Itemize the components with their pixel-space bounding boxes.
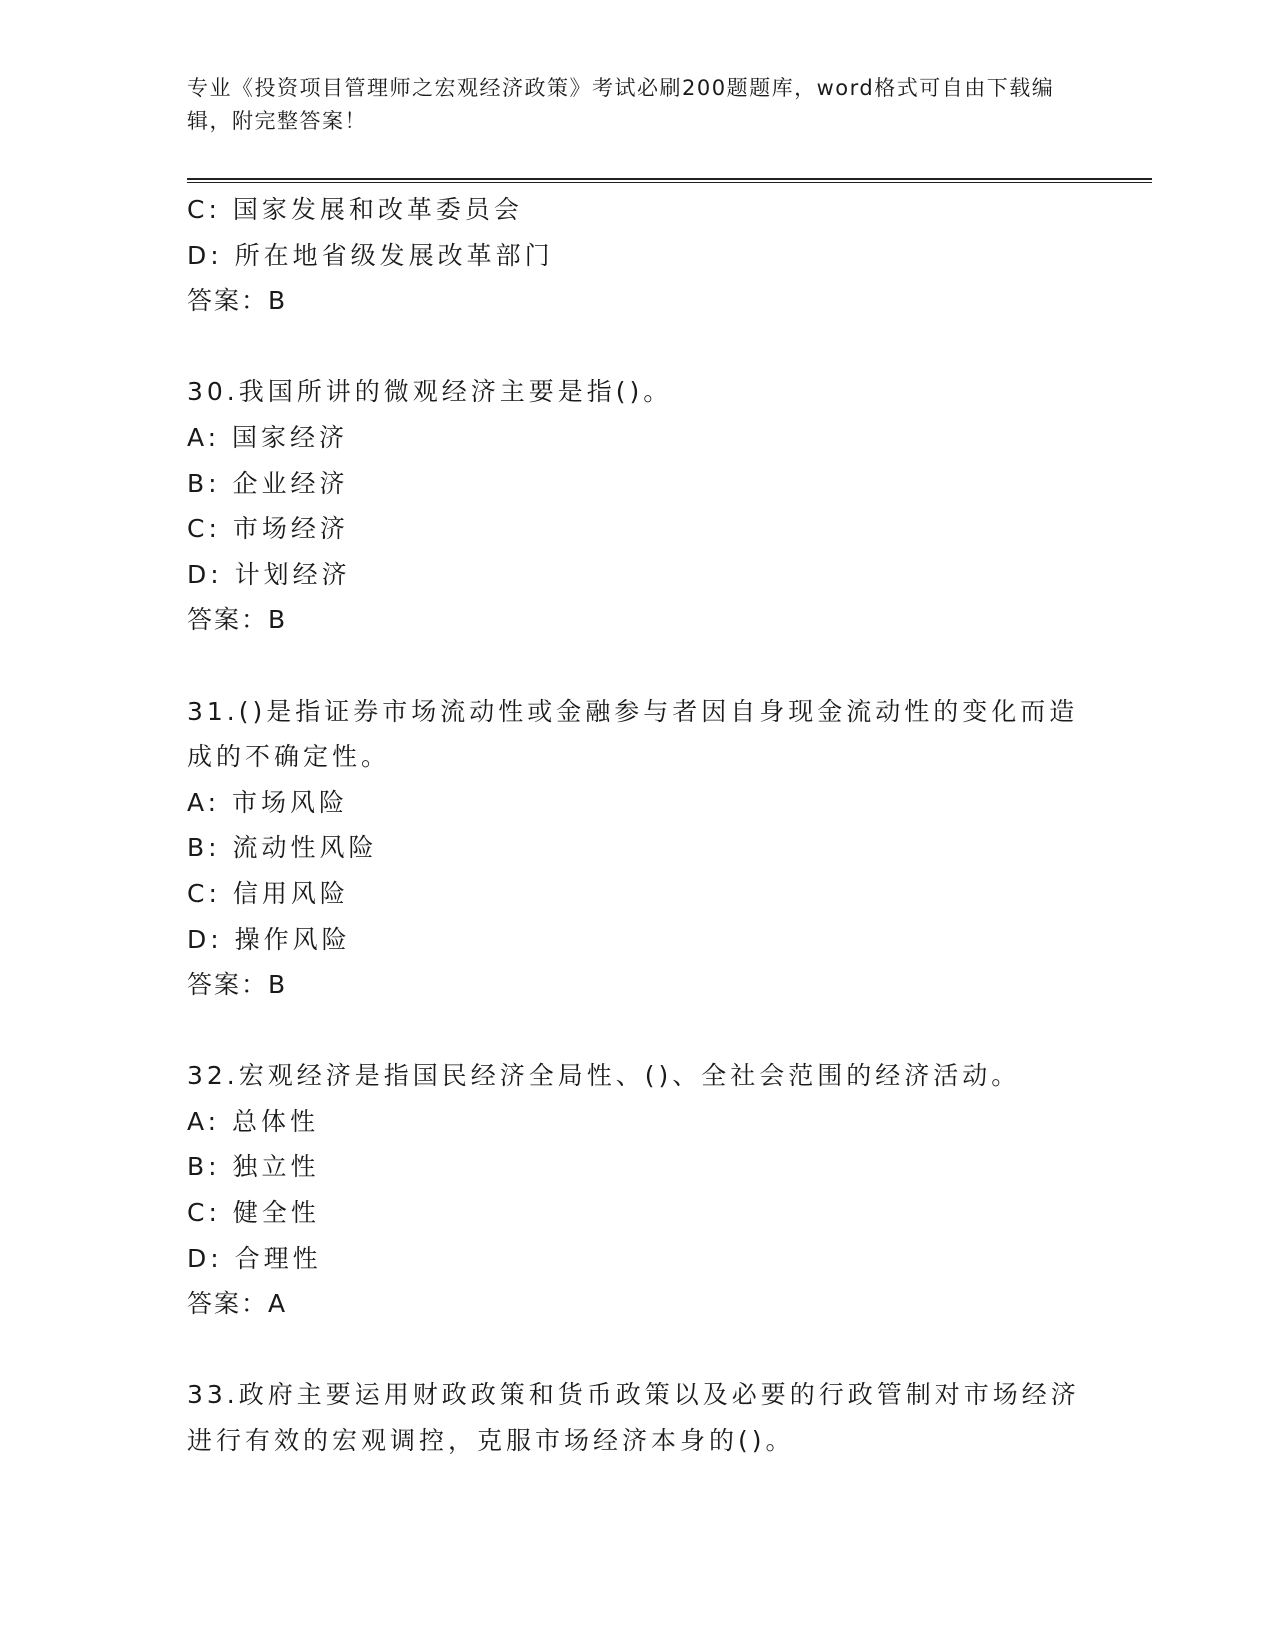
- question-stem: 成的不确定性。: [187, 742, 391, 772]
- spacer: [187, 324, 1087, 370]
- question-stem: 32.宏观经济是指国民经济全局性、()、全社会范围的经济活动。: [187, 1061, 1021, 1091]
- spacer: [187, 1327, 1087, 1373]
- answer-line: 答案：A: [187, 1289, 288, 1319]
- option-line: D: 合理性: [187, 1243, 322, 1273]
- answer-line: 答案：B: [187, 605, 288, 635]
- option-line: B: 企业经济: [187, 468, 349, 498]
- option-line: D: 计划经济: [187, 559, 351, 589]
- answer-line: 答案：B: [187, 286, 288, 316]
- question-stem: 30.我国所讲的微观经济主要是指()。: [187, 377, 673, 407]
- question-stem: 进行有效的宏观调控，克服市场经济本身的()。: [187, 1426, 795, 1456]
- question-content: [187, 187, 1087, 1464]
- option-line: B: 独立性: [187, 1152, 320, 1182]
- option-line: A: 国家经济: [187, 422, 349, 452]
- header-divider: [187, 178, 1152, 183]
- option-line: C: 市场经济: [187, 514, 349, 544]
- option-line: A: 总体性: [187, 1106, 320, 1136]
- spacer: [187, 643, 1087, 689]
- option-line: A: 市场风险: [187, 787, 349, 817]
- option-line: B: 流动性风险: [187, 833, 378, 863]
- answer-line: 答案：B: [187, 970, 288, 1000]
- option-line: C: 国家发展和改革委员会: [187, 195, 523, 224]
- option-line: C: 健全性: [187, 1198, 320, 1228]
- option-line: C: 信用风险: [187, 878, 349, 908]
- page-header: 专业《投资项目管理师之宏观经济政策》考试必刷200题题库，word格式可自由下载编辑，附完整答案！: [187, 76, 1055, 133]
- question-stem: 33.政府主要运用财政政策和货币政策以及必要的行政管制对市场经济: [187, 1380, 1080, 1410]
- option-line: D: 所在地省级发展改革部门: [187, 240, 554, 270]
- spacer: [187, 1008, 1087, 1054]
- option-line: D: 操作风险: [187, 924, 351, 954]
- question-stem: 31.()是指证券市场流动性或金融参与者因自身现金流动性的变化而造: [187, 696, 1079, 726]
